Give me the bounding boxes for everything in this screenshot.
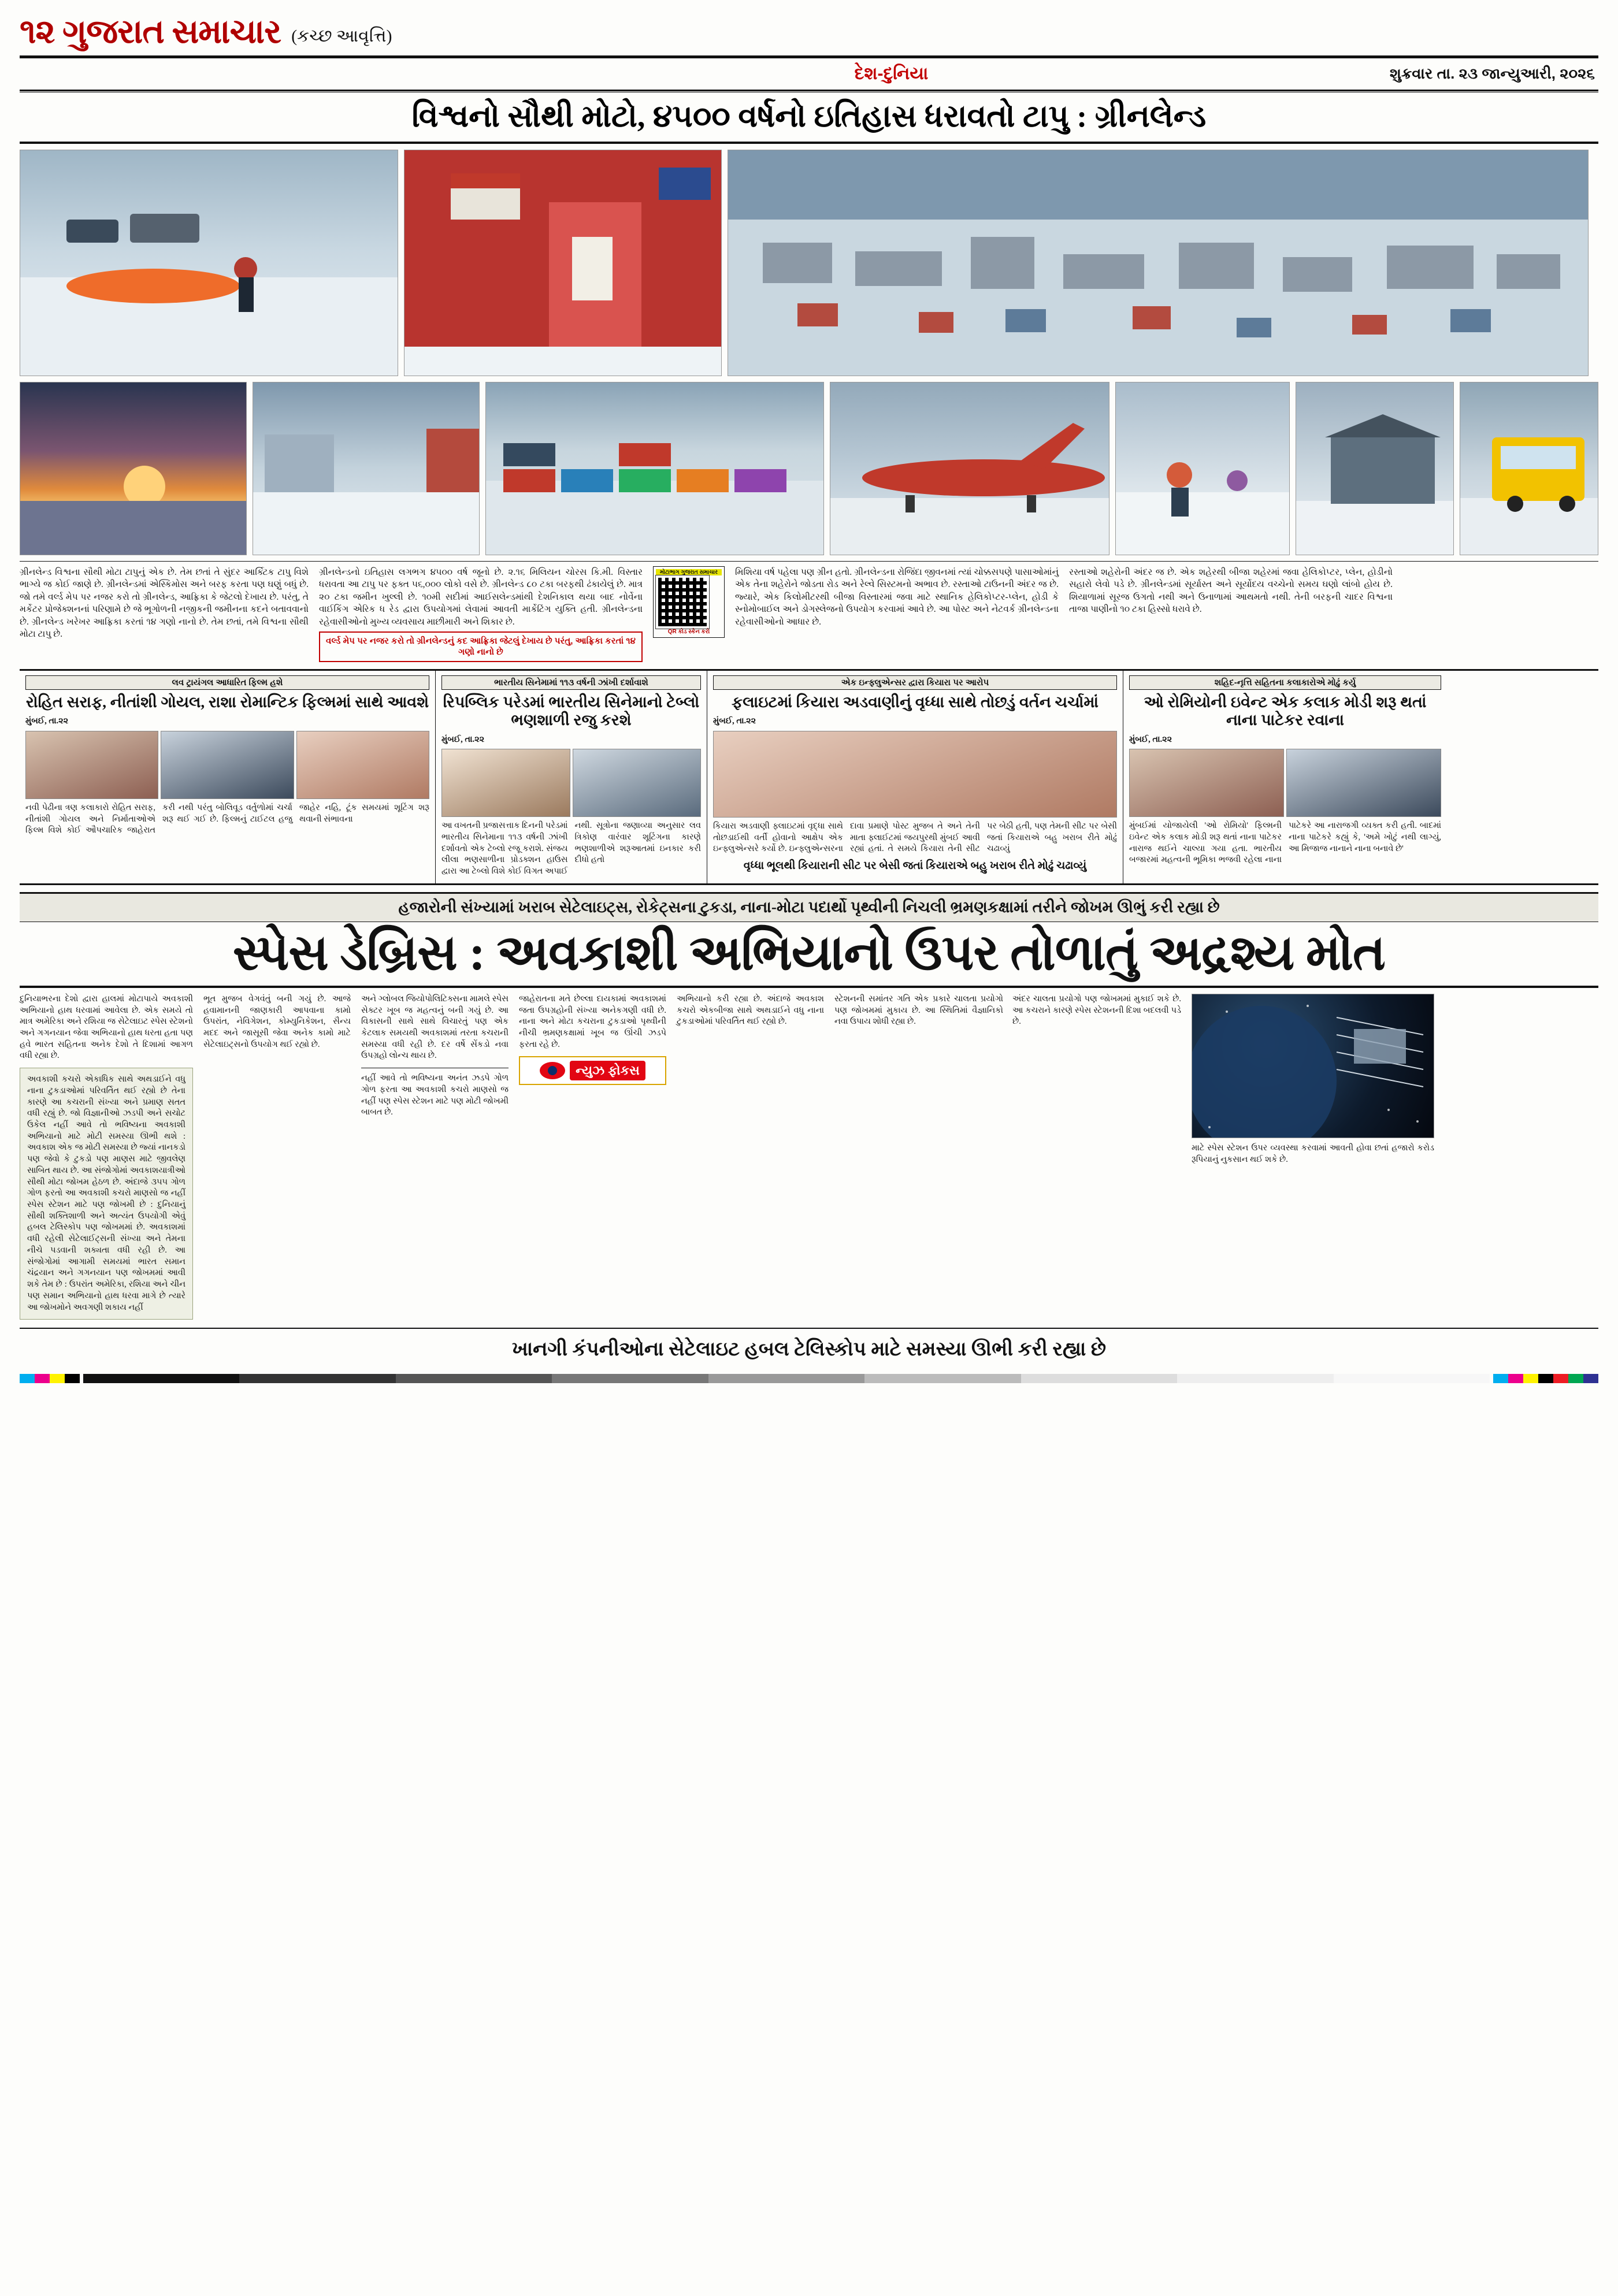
space-col-2: ભૂત મુજબ વેગવંતું બની ગયું છે. આજે હવામાનની જાણકારી આપવાના કામો ઉપરાંત, નેવિગેશન, કોમ્યુનિકેશન, સૈન્ય મદદ અને જાસૂસી જેવા અનેક કામો માટે સેટેલાઇટ્સનો ઉપયોગ થઈ રહ્યો છે. — [203, 994, 351, 1049]
event-photo-thumb-2 — [1286, 749, 1441, 817]
private-satellite-story — [20, 1328, 1598, 1367]
yellow-bus-photo — [1460, 382, 1598, 555]
ent-dateline-3: મુંબઈ, તા.૨૨ — [713, 716, 756, 726]
news-focus-label: ન્યુઝ ફોકસ — [570, 1061, 645, 1080]
issue-date: શુક્રવાર તા. ૨૩ જાન્યુઆરી, ૨૦૨૬ — [1389, 65, 1595, 82]
actress-thumb-1 — [25, 731, 158, 799]
ent-dateline-1: મુંબઈ, તા.૨૨ — [25, 716, 69, 726]
space-col-3: અને ગ્લોબલ જિયોપોલિટિક્સના મામલે સ્પેસ સેક્ટર ખૂબ જ મહત્વનું બની ગયું છે. આ વિકાસની સાથે સાથે વિચારતું પણ એક કેટલાક સમયથી અવકાશમાં તરતા કચરાની સમસ્યા વધી રહી છે. દર વર્ષે સેંકડો નવા ઉપગ્રહો લોન્ચ થાય છે. — [361, 994, 509, 1061]
space-main-title: સ્પેસ ડેબ્રિસ : અવકાશી અભિયાનો ઉપર તોળાતું અદ્રશ્ય મોત — [232, 924, 1386, 980]
space-title-rule — [20, 986, 1598, 988]
actress-thumb-2 — [296, 731, 429, 799]
space-col-5: અભિયાનો કરી રહ્યા છે. અંદાજે અવકાશ કચરો એકબીજા સાથે અથડાઈને વધુ નાના ટુકડાઓમાં પરિવર્તિત થઈ રહ્યો છે. — [677, 994, 824, 1027]
qr-caption-top: મોટાભાગ ગુજરાત સમાચાર — [656, 569, 722, 575]
wooden-shed-photo — [1296, 382, 1454, 555]
lead-col-3: મિશિયા વર્ષ પહેલા પણ ગ્રીન હતો. ગ્રીનલેન્ડના રોજિંદા જીવનમાં ત્યાં ચોક્કસપણે પાસાઓમાંનું એક તેના શહેરોને જોડતા રોડ અને રેલ્વે સિસ્ટમનો અભાવ છે. રસ્તાઓ ટાઉનની અંદર જ છે. જ્યારે, એક કિલોમીટરથી બીજા વિસ્તારમાં જવા માટે સ્થાનિક હેલિકોપ્ટર-પ્લેન, હોડી કે સ્નોમોબાઈલ અને ડોગસ્લેજનો ઉપયોગ કરવામાં આવે છે. આ પોસ્ટ અને નેટવર્ક ગ્રીનલેન્ડના રહેવાસીઓનો આધાર છે. — [735, 567, 1059, 627]
ent-body-2: આ વખતની પ્રજાસત્તાક દિનની પરેડમાં ભારતીય સિનેમાના ૧૧૩ વર્ષની ઝાંખી દર્શાવતો એક ટેબ્લો રજૂ કરાશે. સંજય લીલા ભણસાળીના પ્રોડક્શન હાઉસ દ્વારા આ ટેબ્લો વિશે કોઈ વિગત અપાઈ નથી. સૂત્રોના જણાવ્યા અનુસાર લવ ત્રિકોણ વારંવાર શૂટિંગના કારણે ભણશાળીએ શરૂઆતમાં ઇનકાર કરી દીધો હતો — [441, 821, 701, 876]
lead-col-4: રસ્તાઓ શહેરોની અંદર જ છે. એક શહેરથી બીજા શહેરમાં જવા હેલિકોપ્ટર, પ્લેન, હોડીનો સહારો લેવો પડે છે. ગ્રીનલેન્ડમાં સૂર્યાસ્ત અને સૂર્યોદય વચ્ચેનો સમય ઘણો લાંબો હોય છે. શિયાળામાં સૂરજ ઉગતો નથી અને ઉનાળામાં આથમતો નથી. તેની બરફની ચાદર વિશ્વના તાજા પાણીનો ૧૦ ટકા હિસ્સો ધરાવે છે. — [1069, 567, 1393, 615]
qr-code-block — [653, 566, 725, 638]
snow-street-photo — [253, 382, 480, 555]
space-col-1: દુનિયાભરના દેશો દ્વારા હાલમાં મોટાપાયે અવકાશી અભિયાનો હાથ ધરવામાં આવેલા છે. એક સમયે તો માત્ર અમેરિકા અને રશિયા જ સેટેલાઇટ સ્પેસ સ્ટેશનો અને ગગનયાન જેવા અભિયાનો હાથ ધરતા હતા પણ હવે ભારત સહિતના અનેક દેશો તે દિશામાં આગળ વધી રહ્યા છે. — [20, 994, 193, 1061]
air-greenland-plane-photo — [830, 382, 1110, 555]
section-bar — [20, 58, 1598, 87]
container-port-photo — [485, 382, 823, 555]
ent-story-3 — [707, 671, 1123, 883]
children-snow-photo — [1115, 382, 1290, 555]
ent-dateline-2: મુંબઈ, તા.૨૨ — [441, 734, 485, 744]
boat-rescue-photo — [20, 150, 398, 376]
ent-story-4 — [1123, 671, 1447, 883]
space-highlight-box — [20, 1068, 193, 1320]
space-band-headline: હજારોની સંખ્યામાં ખરાબ સેટેલાઇટ્સ, રોકેટ્સના ટુકડા, નાના-મોટા પદાર્થો પૃથ્વીની નિચલી ભ્રમણકક્ષામાં તરીને જોખમ ઊભું કરી રહ્યા છે — [20, 892, 1598, 922]
photo-row-2 — [20, 382, 1598, 555]
lead-headline: વિશ્વનો સૌથી મોટો, ૪૫૦૦ વર્ષનો ઇતિહાસ ધરાવતો ટાપુ : ગ્રીનલેન્ડ — [411, 99, 1207, 133]
masthead-edition: (કચ્છ આવૃત્તિ) — [291, 27, 392, 46]
masthead-logo: ૧૨ ગુજરાત સમાચાર — [20, 13, 281, 50]
press-color-bars — [20, 1367, 1598, 1383]
ent-thumbs-1 — [25, 731, 429, 799]
arctic-sunset-photo — [20, 382, 247, 555]
lead-col-1: ગ્રીનલેન્ડ વિશ્વના સૌથી મોટા ટાપુનું એક છે. તેમ છતાં તે સુંદર આર્ક્ટિક ટાપુ વિશે ભાગ્યે જ કોઈ જાણે છે. ગ્રીનલેન્ડમાં એસ્કિમોસ અને બરફ કરતા પણ ઘણું બધું છે. જો તમે વર્લ્ડ મેપ પર નજર કરો તો ગ્રીનલેન્ડ, આફ્રિકા કે જેટલો દેખાય છે. પરંતુ, તે મર્કેટર પ્રોજેક્શનનાં પરિણામે છે જે ભૂગોળની નજીકની જમીનના કદને બતાવવાનો છે. ગ્રીનલેન્ડ ખરેખર આફ્રિકા કરતાં ૧૪ ગણો નાનો છે. તેમ છતાં, તમે વિશ્વના સૌથી મોટા ટાપુ છે. — [20, 567, 309, 639]
headline-rule — [20, 142, 1598, 144]
space-col-7: અંદર ચાલતા પ્રયોગો પણ જોખમમાં મુકાઈ શકે છે. આ કચરાને કારણે સ્પેસ સ્ટેશનની દિશા બદલવી પડે છે. — [1012, 994, 1181, 1027]
kiara-photo-thumb — [713, 731, 1117, 818]
ent-kicker-2: ભારતીય સિનેમામાં ૧૧૩ વર્ષની ઝાંખી દર્શાવાશે — [441, 675, 701, 690]
qr-caption-bottom: QR કોડ સ્કેન કરો — [667, 629, 710, 635]
ent-thumbs-4 — [1129, 749, 1441, 817]
color-bar-right — [1493, 1374, 1598, 1383]
lead-red-note: વર્લ્ડ મેપ પર નજર કરો તો ગ્રીનલેન્ડનું કદ આફ્રિકા જેટલું દેખાય છે પરંતુ, આફ્રિકા કરતાં ૧૪ ગણો નાનો છે — [326, 636, 636, 657]
color-bar-left — [20, 1374, 80, 1383]
ent-caption-3: વૃધ્ધા ભૂલથી કિયારાની સીટ પર બેસી જતાં કિયારાએ બહુ ખરાબ રીતે મોઢું ચઢાવ્યું — [743, 860, 1087, 872]
ent-thumbs-3 — [713, 731, 1117, 818]
ent-body-3: કિયારા અડવાણી ફ્લાઇટમાં વૃદ્ધા સાથે તોછડાઈથી વર્તી હોવાનો આક્ષેપ એક ઇન્ફ્લુએન્સરે કર્યો છે. ઇન્ફ્લુએન્સરના દાવા પ્રમાણે પોસ્ટ મુજબ તે અને તેની માતા ફ્લાઈટમાં જયપુરથી મુંબઈ આવી રહ્યાં હતાં. તે સમયે કિયારા તેની સીટ પર બેઠી હતી, પણ તેમની સીટ પર બેસી જતાં કિયારાએ બહુ ખરાબ રીતે મોઢું ચઢાવ્યું — [713, 821, 1117, 854]
film-reel-thumb — [441, 749, 570, 817]
director-thumb — [573, 749, 702, 817]
space-col-6: સ્ટેશનની સમાંતર ગતિ એક પ્રકારે ચાલતા પ્રયોગો પણ જોખમમાં મુકાય છે. આ સ્થિતિમાં વૈજ્ઞાનિકો નવા ઉપાય શોધી રહ્યા છે. — [834, 994, 1003, 1027]
event-photo-thumb-1 — [1129, 749, 1284, 817]
entertainment-strip — [20, 669, 1598, 885]
space-col-3b: નહીં આવે તો ભવિષ્યના અનંત ઝડપે ગોળ ગોળ ફરતા આ અવકાશી કચરો માણસો જ નહીં પણ સ્પેસ સ્ટેશન માટે પણ મોટી જોખમી બાબત છે. — [361, 1073, 509, 1117]
space-col-4: જાહેરાતના મતે છેલ્લા દાયકામાં અવકાશમાં જતા ઉપગ્રહોની સંખ્યા અનેકગણી વધી છે. નાના અને મોટા કચરાના ટુકડાઓ પૃથ્વીની નીચી ભ્રમણકક્ષામાં ખૂબ જ ઊંચી ઝડપે ફરતા રહે છે. — [519, 994, 666, 1049]
ent-headline-2: રિપબ્લિક પરેડમાં ભારતીય સિનેમાનો ટેબ્લો ભણશાળી રજુ કરશે — [443, 693, 700, 729]
space-debris-photo — [1192, 994, 1434, 1138]
ent-headline-4: ઓ રોમિયોની ઇવેન્ટ એક કલાક મોડી શરૂ થતાં નાના પાટેકર રવાના — [1144, 693, 1427, 729]
nuuk-town-aerial-photo — [728, 150, 1589, 376]
ent-kicker-4: શહિદ-નૃત્તિ સહિતના કલાકારોએ મોઢું કર્યુ — [1129, 675, 1441, 690]
space-col-8: માટે સ્પેસ સ્ટેશન ઉપર વ્યવસ્થા કરવામાં આવતી હોવા છતાં હજારો કરોડ રૂપિયાનું નુકસાન થઈ શકે છે. — [1192, 1143, 1434, 1164]
section-name: દેશ-દુનિયા — [854, 64, 929, 83]
space-body-grid — [20, 994, 1598, 1320]
lead-body — [20, 561, 1598, 662]
ent-headline-1: રોહિત સરાફ, નીતાંશી ગોયલ, રાશા રોમાન્ટિક ફિલ્મમાં સાથે આવશે — [25, 693, 429, 711]
ent-body-1: નવી પેઢીના ત્રણ કલાકારો રોહિત સરાફ, નીતાંશી ગોયલ અને નિર્માતાઓએ ફિલ્મ વિશે કોઈ ઔપચારિક જાહેરાત કરી નથી પરંતુ બોલિવૂડ વર્તુળોમાં ચર્ચા શરૂ થઈ ગઈ છે. ફિલ્મનું ટાઈટલ હજુ જાહેર નહિ, ટૂંક સમયમાં શૂટિંગ શરૂ થવાની સંભાવના — [25, 803, 429, 835]
space-highlight-text: અવકાશી કચરો એકાધિક સાથે અથડાઈને વધુ નાના ટુકડાઓમાં પરિવર્તિત થઈ રહ્યો છે તેના કારણે આ કચરાની સંખ્યા અને પ્રમાણ સતત વધી રહ્યું છે. જો વિજ્ઞાનીઓ ઝડપી અને સચોટ ઉકેલ નહીં આવે તો ભવિષ્યના અવકાશી અભિયાનો માટે મોટી સમસ્યા ઊભી થશે : અવકાશ એક જ મોટી સમસ્યા છે જ્યાં નાનકડો પણ જેવો કે ટુકડો પણ માણસ માટે જીવલેણ સાબિત થાય છે. આ સંજોગોમાં અવકાશયાત્રીઓ સૌથી મોટા જોખમ હેઠળ છે. અંદાજે ૩૫૫ ગોળ ગોળ ફરતો આ અવકાશી કચરો માણસો જ નહીં સ્પેસ સ્ટેશન માટે પણ જોખમી છે : દુનિયાનું સૌથી શક્તિશાળી અને અત્યંત ઉપયોગી એવું હબલ ટેલિસ્કોપ પણ જોખમમાં છે. અવકાશમાં વધી રહેલી સેટેલાઈટ્સની સંખ્યા અને તેમના નીચે પડવાની શક્યતા વધી રહી છે. આ સંજોગોમાં આગામી સમયમાં ભારત સમાન ચંદ્રયાન અને ગગનયાન પણ જોખમમાં આવી શકે તેમ છે : ઉપરાંત અમેરિકા, રશિયા અને ચીન પણ સમાન અભિયાનો હાથ ધરવા માગે છે ત્યારે આ જોખમોને અવગણી શકાય નહીં — [27, 1075, 185, 1312]
photo-row-1 — [20, 150, 1598, 376]
grey-ramp — [83, 1374, 1490, 1383]
masthead — [20, 15, 1598, 52]
ent-story-1 — [20, 671, 436, 883]
ent-kicker-1: લવ ટ્રાયંગલ આધારિત ફિલ્મ હશે — [25, 675, 429, 690]
actor-thumb-1 — [161, 731, 294, 799]
ent-headline-3: ફલાઇટમાં કિયારા અડવાણીનું વૃધ્ધા સાથે તોછડું વર્તન ચર્ચામાં — [731, 693, 1099, 711]
private-satellite-headline: ખાનગી કંપનીઓના સેટેલાઇટ હબલ ટેલિસ્કોપ માટે સમસ્યા ઊભી કરી રહ્યા છે — [511, 1339, 1107, 1361]
ent-thumbs-2 — [441, 749, 701, 817]
ent-story-2 — [436, 671, 707, 883]
ent-dateline-4: મુંબઈ, તા.૨૨ — [1129, 734, 1172, 744]
red-house-flags-photo — [404, 150, 722, 376]
qr-code-icon[interactable] — [656, 575, 709, 629]
ent-body-4: મુંબઈમાં યોજાયેલી 'ઓ રોમિયો' ફિલ્મની ઇવેન્ટ એક કલાક મોડી શરૂ થતાં નાના પાટેકર નારાજ થઈને ચાલ્યા ગયા હતા. ભારતીય બજારમાં મહત્વની ભૂમિકા ભજવી રહેલા નાના પાટેકરે આ નારાજગી વ્યક્ત કરી હતી. બાદમાં નાના પાટેકરે કહ્યું કે, 'અમે ખોટું નથી લાગ્યું, આ મિજાજ નાનાને નાના બનાવે છે' — [1129, 821, 1441, 865]
news-focus-logo-block — [519, 1056, 666, 1085]
news-focus-eye-icon — [540, 1062, 565, 1079]
lead-col-2: ગ્રીનલેન્ડનો ઇતિહાસ લગભગ ૪૫૦૦ વર્ષ જૂનો છે. ૨.૧૬ મિલિયન ચોરસ કિ.મી. વિસ્તાર ધરાવતા આ ટાપુ પર ફક્ત ૫૬,૦૦૦ લોકો વસે છે. ગ્રીનલેન્ડ ૮૦ ટકા બરફથી ઢંકાયેલું છે. માત્ર ૨૦ ટકા જમીન ખુલ્લી છે. ૧૦મી સદીમાં આઈસલેન્ડમાંથી દેશનિકાલ થયા બાદ નોર્વેના વાઈકિંગ એરિક ધ રેડ દ્વારા ઉપયોગમાં લેવામાં આવતી માર્કેટિંગ યુક્તિ હતી. ગ્રીનલેન્ડના રહેવાસીઓનો મુખ્ય વ્યવસાય માછીમારી અને શિકાર છે. — [319, 567, 643, 627]
ent-kicker-3: એક ઇન્ફ્લુએન્સર દ્વારા કિયારા પર આરોપ — [713, 675, 1117, 690]
